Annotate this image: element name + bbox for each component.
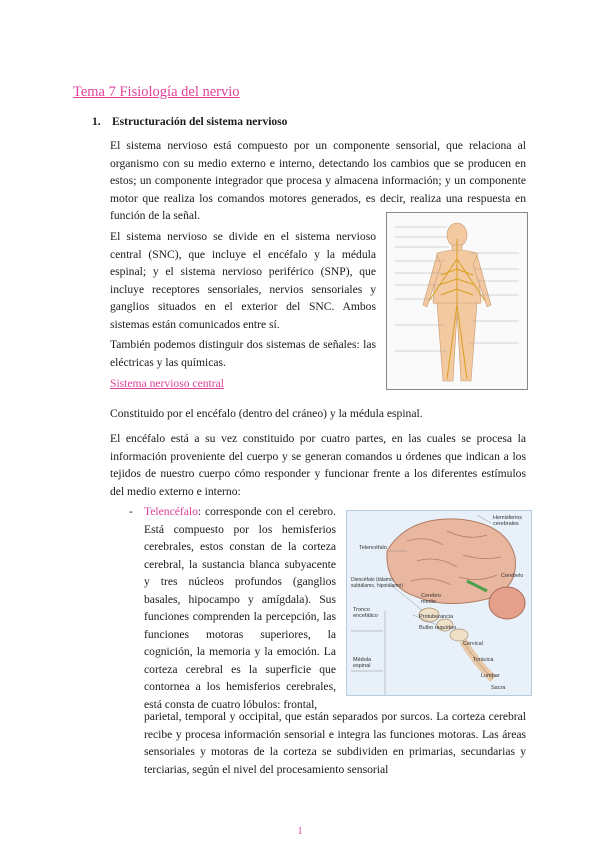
bullet-marker: -: [129, 505, 133, 518]
telencephalon-text-a: : corresponde con el cerebro. Está compuesto por los hemisferios cerebrales, estos constan de la corteza cerebral, la sustancia blanca subyacente y tres núcleos profundos (ganglios basales, hipocampo y amígdala). Sus funciones comprenden la percepción, las funciones motoras superiores, la cognición, la memoria y la emoción. La corteza cerebral es la superficie que contornea a los hemisferios cerebrales, está consta de cuatro lóbulos: frontal,: [144, 505, 336, 711]
page-number: 1: [297, 826, 303, 837]
section-heading: [92, 116, 287, 128]
label-thoracic: Torácica: [473, 657, 494, 663]
label-cervical: Cervical: [463, 641, 483, 647]
paragraph-encephalon: El encéfalo está a su vez constituido por cuatro partes, en las cuales se procesa la información proveniente del cuerpo y se generan comandos u órdenes que indican a los tejidos de nuestro cuerpo cómo responder y funcionar frente a los diferentes estímulos del medio externo e interno:: [110, 432, 526, 498]
label-midbrain: Cerebro medio: [421, 593, 441, 605]
telencephalon-continuation: parietal, temporal y occipital, que están separados por surcos. La corteza cerebral recibe y procesa información sensorial e integra las funciones motoras. Las áreas sensoriales y motoras de la corteza se subdividen en primarias, secundarias y terciarias, según el nivel del procesamiento sensorial: [144, 710, 526, 776]
label-telencephalon: Telencéfalo: [359, 545, 387, 551]
nervous-system-illustration: [387, 213, 527, 389]
label-lumbar: Lumbar: [481, 673, 500, 679]
label-spinal: Médula espinal: [353, 657, 372, 669]
telencephalon-term: Telencéfalo: [144, 505, 198, 518]
label-brainstem: Tronco encefálico: [353, 607, 378, 619]
paragraph-signals: También podemos distinguir dos sistemas de señales: las eléctricas y las químicas.: [110, 338, 376, 369]
subheading-snc: Sistema nervioso central: [110, 377, 224, 390]
label-sacral: Sacra: [491, 685, 506, 691]
label-hemispheres: Hemisferios cerebrales: [493, 515, 523, 527]
paragraph-intro: El sistema nervioso está compuesto por un componente sensorial, que relaciona al organismo con su medio externo e interno, detectando los cambios que se producen en estos; un componente integrador que procesa y almacena información; y un componente motor que realiza los comandos motores generados, es decir, realiza una respuesta en función de la señal.: [110, 139, 526, 222]
paragraph-snc: Constituido por el encéfalo (dentro del cráneo) y la médula espinal.: [110, 407, 423, 420]
brain-figure: [346, 510, 532, 696]
page-title: Tema 7 Fisiología del nervio: [73, 84, 240, 100]
section-number: 1.: [92, 116, 101, 128]
telencephalon-paragraph: [144, 503, 336, 713]
section-heading-text: Estructuración del sistema nervioso: [112, 116, 288, 128]
label-diencephalon: Diencéfalo (tálamo, subtálamo, hipotálamo): [351, 577, 403, 589]
label-cerebellum: Cerebelo: [501, 573, 524, 579]
label-medulla: Bulbo raquídeo: [419, 625, 457, 631]
label-pons: Protuberancia: [419, 614, 454, 620]
nervous-system-figure: [386, 212, 528, 390]
paragraph-division: El sistema nervioso se divide en el sistema nervioso central (SNC), que incluye el encéfalo y la médula espinal; y el sistema nervioso periférico (SNP), que incluye receptores sensoriales, nervios sensoriales y ganglios situados en el exterior del SNC. Ambos sistemas están comunicados entre sí.: [110, 230, 376, 331]
